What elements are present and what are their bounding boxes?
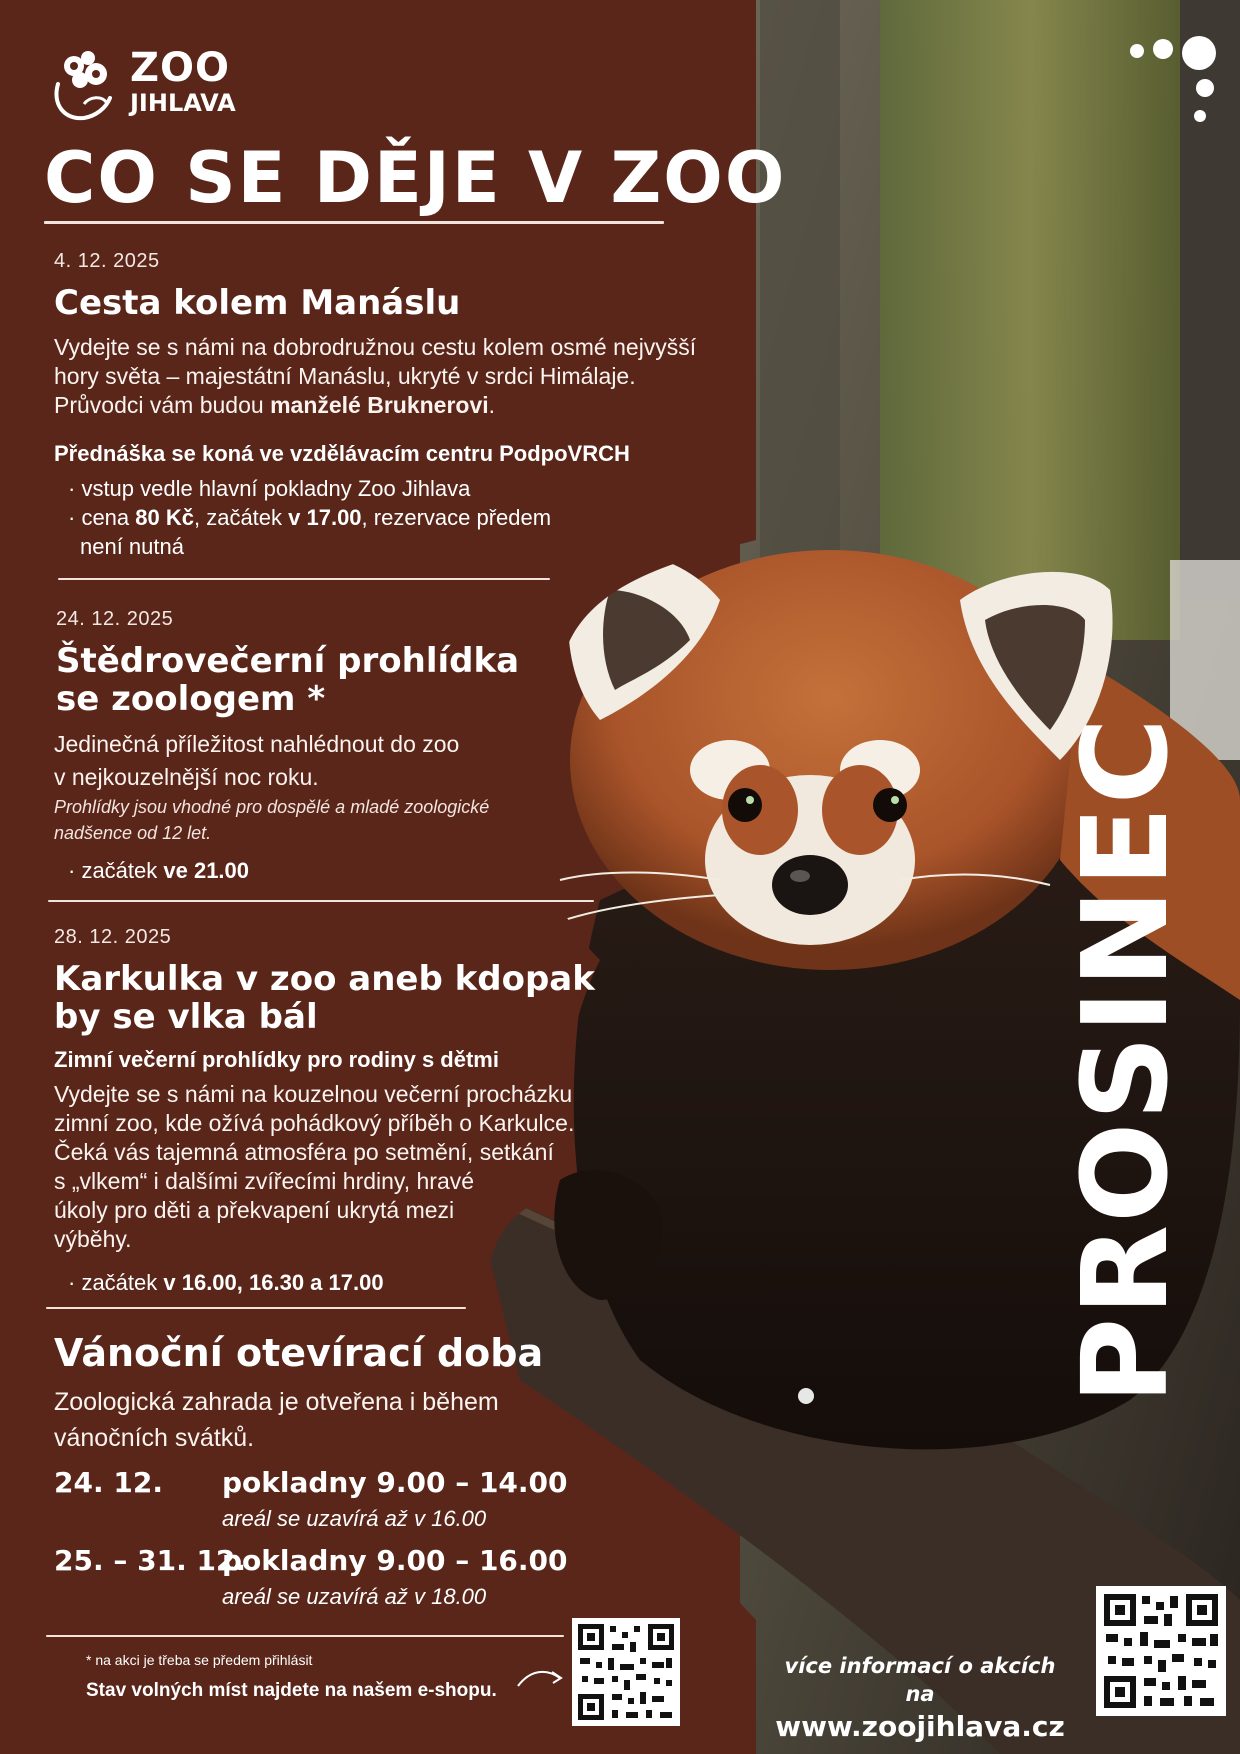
page-title: CO SE DĚJE V ZOO xyxy=(44,137,787,219)
hours-cashdesk: pokladny 9.00 – 14.00 xyxy=(222,1466,568,1499)
event-description xyxy=(54,1080,594,1254)
note-line: nadšence od 12 let. xyxy=(54,823,212,843)
title-line: by se vlka bál xyxy=(54,997,318,1037)
description-line: Vydejte se s námi na kouzelnou večerní procházku xyxy=(54,1081,573,1107)
title-line: Karkulka v zoo aneb kdopak xyxy=(54,959,595,999)
description-line: s „vlkem“ i dalšími zvířecími hrdiny, hravé xyxy=(54,1168,475,1194)
event-note xyxy=(54,794,534,846)
divider xyxy=(58,578,550,580)
event-description xyxy=(54,333,734,420)
title-underline xyxy=(44,221,664,224)
zoo-logo-icon xyxy=(44,44,124,124)
hours-title: Vánoční otevírací doba xyxy=(54,1331,544,1375)
bullet-text: , rezervace předem xyxy=(361,505,552,530)
event-subtitle: Zimní večerní prohlídky pro rodiny s dětmi xyxy=(54,1047,499,1072)
qr-pattern xyxy=(572,1618,680,1726)
description-line: Jedinečná příležitost nahlédnout do zoo xyxy=(54,731,460,757)
event-venue: Přednáška se koná ve vzdělávacím centru PodpoVRCH xyxy=(54,441,630,466)
start-time: v 16.00, 16.30 a 17.00 xyxy=(163,1270,384,1295)
description-line: Zoologická zahrada je otveřena i během xyxy=(54,1388,499,1416)
description-line: Čeká vás tajemná atmosféra po setmění, setkání xyxy=(54,1139,554,1165)
title-line: Štědrovečerní prohlídka xyxy=(56,641,520,681)
description-line: výběhy. xyxy=(54,1226,132,1252)
hours-closing-note: areál se uzavírá až v 16.00 xyxy=(222,1506,487,1531)
description-line: vánočních svátků. xyxy=(54,1424,255,1452)
bullet-text: · cena xyxy=(68,505,136,530)
event-title xyxy=(56,642,519,718)
start-time: ve 21.00 xyxy=(163,858,250,883)
hours-closing-note: areál se uzavírá až v 18.00 xyxy=(222,1584,487,1609)
footnote-eshop: Stav volných míst najdete na našem e-shopu. xyxy=(86,1680,497,1701)
bullet-price: 80 Kč xyxy=(135,505,194,530)
description-line: hory světa – majestátní Manáslu, ukryté v srdci Himálaje. xyxy=(54,363,636,389)
divider xyxy=(48,900,594,902)
bullet-text: , začátek xyxy=(193,505,289,530)
bullet-continuation: není nutná xyxy=(80,534,184,559)
event-start xyxy=(68,856,249,885)
start-label: · začátek xyxy=(68,858,164,883)
guides-name: manželé Bruknerovi xyxy=(270,392,489,418)
logo-title: ZOO xyxy=(130,45,231,91)
arrow-icon xyxy=(516,1664,564,1692)
event-title: Cesta kolem Manáslu xyxy=(54,283,461,323)
description-line: úkoly pro děti a překvapení ukrytá mezi xyxy=(54,1197,455,1223)
note-line: Prohlídky jsou vhodné pro dospělé a mladé zoologické xyxy=(54,797,490,817)
bullet-item xyxy=(68,503,588,532)
bullet-item: · vstup vedle hlavní pokladny Zoo Jihlava xyxy=(68,476,471,501)
event-date: 24. 12. 2025 xyxy=(56,608,174,630)
event-description xyxy=(54,728,534,794)
hours-description xyxy=(54,1384,594,1456)
start-label: · začátek xyxy=(68,1270,164,1295)
logo-subtitle: JIHLAVA xyxy=(130,89,236,117)
event-title xyxy=(54,960,595,1036)
zoo-logo[interactable] xyxy=(44,44,254,124)
hours-date: 25. – 31. 12. xyxy=(54,1544,247,1577)
description-line: v nejkouzelnější noc roku. xyxy=(54,764,319,790)
event-details xyxy=(68,474,588,561)
qr-pattern xyxy=(1096,1586,1226,1716)
month-text: PROSINEC xyxy=(1056,715,1194,1405)
title-line: se zoologem * xyxy=(56,679,326,719)
more-info xyxy=(770,1652,1070,1746)
hours-date: 24. 12. xyxy=(54,1466,163,1499)
event-date: 28. 12. 2025 xyxy=(54,926,172,948)
event-date: 4. 12. 2025 xyxy=(54,250,160,272)
qr-code-website[interactable] xyxy=(1096,1586,1226,1716)
description-line xyxy=(54,391,734,420)
qr-code-eshop[interactable] xyxy=(572,1618,680,1726)
description-line: zimní zoo, kde ožívá pohádkový příběh o Karkulce. xyxy=(54,1110,575,1136)
bullet-time: v 17.00 xyxy=(288,505,362,530)
hours-cashdesk: pokladny 9.00 – 16.00 xyxy=(222,1544,568,1577)
more-info-text: více informací o akcích na xyxy=(784,1654,1056,1706)
guides-prefix: Průvodci vám budou xyxy=(54,392,271,418)
divider xyxy=(46,1635,564,1637)
website-link[interactable]: www.zoojihlava.cz xyxy=(775,1710,1065,1743)
event-start xyxy=(68,1268,384,1297)
guides-suffix: . xyxy=(488,392,496,418)
divider xyxy=(46,1307,466,1309)
footnote-registration: * na akci je třeba se předem přihlásit xyxy=(86,1652,313,1668)
description-line: Vydejte se s námi na dobrodružnou cestu kolem osmé nejvyšší xyxy=(54,334,697,360)
